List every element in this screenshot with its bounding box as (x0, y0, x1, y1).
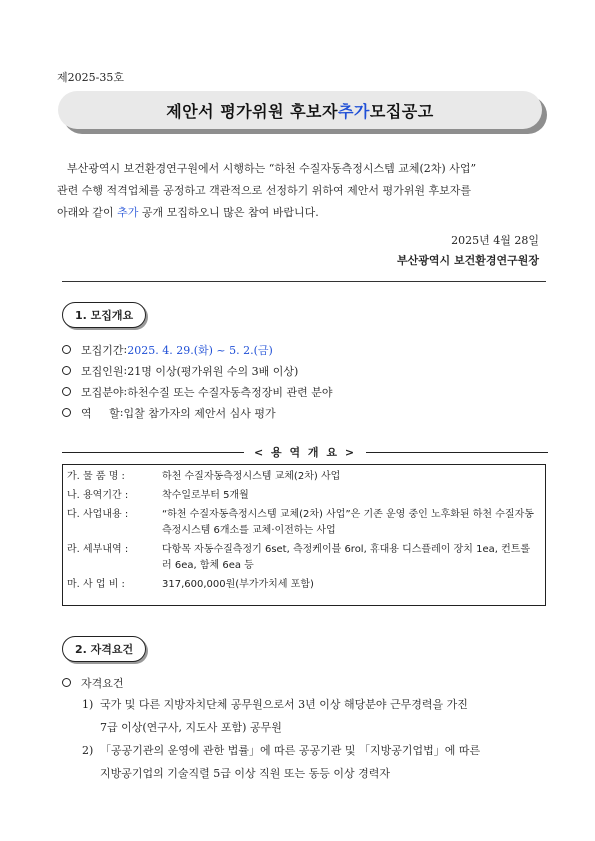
hollow-circle-icon (62, 366, 71, 375)
intro-line-1: 부산광역시 보건환경연구원에서 시행하는 “하천 수질자동측정시스템 교체(2차) 사업” (67, 162, 477, 175)
overview-row (67, 507, 545, 539)
hollow-circle-icon (62, 408, 71, 417)
recruitment-period-value: 2025. 4. 29.(화) ~ 5. 2.(금) (127, 343, 273, 357)
item-text-continued: 지방공기업의 기술직렬 5급 이상 직원 또는 동등 이상 경력자 (100, 767, 390, 780)
overview-row (67, 469, 545, 485)
intro-line-2: 관련 수행 적격업체를 공정하고 객관적으로 선정하기 위하여 제안서 평가위원 후보자를 (57, 184, 472, 197)
overview-row (67, 488, 545, 504)
intro-accent-text: 추가 (117, 206, 139, 219)
title-text-before: 제안서 평가위원 후보자 (166, 101, 338, 121)
intro-line-3-before: 아래와 같이 (57, 206, 118, 219)
hollow-circle-icon (62, 345, 71, 354)
intro-line-3-after: 공개 모집하오니 많은 참여 바랍니다. (138, 206, 319, 219)
item-value: 21명 이상(평가위원 수의 3배 이상) (127, 364, 299, 378)
item-key: 모집분야 (81, 385, 124, 399)
overview-key: 가. 물 품 명 : (67, 471, 125, 482)
service-overview-heading (62, 445, 548, 459)
overview-value: “하천 수질자동측정시스템 교체(2차) 사업”은 기존 운영 중인 노후화된 하천 수질자동측정시스템 6개소를 교체·이전하는 사업 (162, 509, 534, 536)
list-item (62, 381, 333, 402)
overview-row (67, 577, 545, 593)
section-2-heading: 2. 자격요건 (62, 636, 146, 662)
qualification-item-2 (82, 739, 548, 785)
overview-value: 하천 수질자동측정시스템 교체(2차) 사업 (162, 471, 341, 482)
overview-key: 다. 사업내용 : (67, 509, 129, 520)
heading-rule-right (366, 452, 548, 453)
item-value: 입찰 참가자의 제안서 심사 평가 (123, 406, 276, 420)
overview-key: 라. 세부내역 : (67, 544, 129, 555)
item-text-continued: 7급 이상(연구사, 지도사 포함) 공무원 (100, 721, 282, 734)
overview-value: 착수일로부터 5개월 (162, 490, 249, 501)
list-item (62, 360, 333, 381)
overview-value: 다항목 자동수질측정기 6set, 측정케이블 6rol, 휴대용 디스플레이 장치 1ea, 컨트롤러 6ea, 함체 6ea 등 (162, 544, 531, 571)
item-number: 2) (82, 744, 94, 757)
item-number: 1) (82, 698, 94, 711)
list-item (62, 672, 124, 693)
qualification-heading: 자격요건 (81, 676, 124, 690)
item-separator: : (123, 343, 128, 356)
item-key: 모집인원 (81, 364, 124, 378)
hollow-circle-icon (62, 387, 71, 396)
section-1-heading: 1. 모집개요 (62, 302, 146, 328)
intro-line-3 (57, 202, 547, 224)
list-item (62, 339, 333, 360)
list-item (62, 402, 333, 423)
item-separator: : (123, 385, 128, 398)
heading-rule-left (62, 452, 244, 453)
service-overview-title: < 용 역 개 요 > (253, 446, 357, 459)
item-key: 모집기간 (81, 343, 124, 357)
hollow-circle-icon (62, 678, 71, 687)
item-text: 국가 및 다른 지방자치단체 공무원으로서 3년 이상 해당분야 근무경력을 가진 (100, 698, 468, 711)
issuing-organization: 부산광역시 보건환경연구원장 (397, 254, 539, 267)
service-overview-box (62, 464, 546, 606)
item-value: 하천수질 또는 수질자동측정장비 관련 분야 (127, 385, 333, 399)
title-accent-text: 추가 (337, 101, 370, 121)
recruitment-overview-list (62, 339, 333, 423)
item-key: 역 할 (81, 406, 120, 420)
announcement-date: 2025년 4월 28일 (451, 234, 539, 247)
overview-key: 나. 용역기간 : (67, 490, 129, 501)
overview-key: 마. 사 업 비 : (67, 579, 125, 590)
qualification-item-1 (82, 693, 548, 739)
page-title (58, 91, 542, 129)
title-text-after: 모집공고 (369, 101, 434, 121)
intro-paragraph (57, 158, 547, 224)
document-number: 제2025-35호 (57, 71, 124, 84)
item-separator: : (123, 364, 128, 377)
overview-row (67, 542, 545, 574)
divider (62, 281, 546, 282)
overview-value: 317,600,000원(부가가치세 포함) (162, 579, 314, 590)
qualification-list (62, 672, 124, 693)
item-text: 「공공기관의 운영에 관한 법률」에 따른 공공기관 및 「지방공기업법」에 따른 (100, 744, 481, 757)
item-separator: : (119, 406, 124, 419)
